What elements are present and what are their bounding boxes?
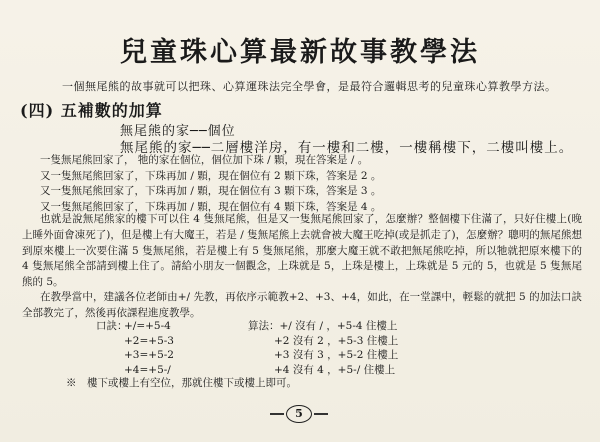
formula-table [96, 319, 398, 377]
section-heading: (四) 五補數的加算 [20, 101, 163, 120]
note-text: ※ 樓下或樓上有空位，那就住樓下或樓上即可。 [66, 377, 297, 389]
formula-calc: +2 沒有 2 ，+5-3 住樓上 [274, 334, 399, 347]
lead-line-2: 無尾熊的家──二層樓洋房，有一樓和二樓，一樓稱樓下，二樓叫樓上。 [120, 140, 574, 156]
formula-rule: +4=+5-/ [124, 363, 171, 376]
story-line: 又一隻無尾熊回家了，下珠再加 / 顆，現在個位有 3 顆下珠，答案是 3 。 [40, 185, 382, 197]
formula-rule: +3=+5-2 [124, 349, 174, 361]
formula-row [96, 334, 398, 349]
formula-rule: +2=+5-3 [124, 334, 174, 347]
story-line: 又一隻無尾熊回家了，下珠再加 / 顆，現在個位有 2 顆下珠，答案是 2 。 [40, 169, 382, 182]
formula-label: 口訣： [96, 320, 128, 332]
formula-rule: +/=+5-4 [124, 320, 171, 332]
formula-row [96, 348, 398, 363]
page-number-decoration [270, 413, 284, 415]
story-line: 一隻無尾熊回家了， 牠的家在個位，個位加下珠 / 顆，現在答案是 / 。 [40, 154, 369, 166]
story-lines [40, 153, 381, 215]
page-title: 兒童珠心算最新故事教學法 [120, 37, 480, 68]
intro-text: 一個無尾熊的故事就可以把珠、心算運珠法完全學會，是最符合邏輯思考的兒童珠心算教學方法。 [62, 80, 557, 93]
lead-line-1: 無尾熊的家──個位 [120, 124, 236, 139]
formula-calc: 算法：+/ 沒有 / ，+5-4 住樓上 [248, 320, 398, 332]
story-line: 又一隻無尾熊回家了，下珠再加 / 顆，現在個位有 4 顆下珠，答案是 4 。 [40, 200, 382, 213]
formula-row [96, 319, 398, 334]
explanation-paragraph: 也就是說無尾熊家的樓下可以住 4 隻無尾熊，但是又一隻無尾熊回家了，怎麼辦？整個樓下住滿了，只好住樓上(晚上睡外面會凍死了)，但是樓上有大魔王，若是 / 隻無尾熊上去就會被大魔王吃掉(或是抓走了)，怎麼辦？聰明的無尾熊想到原來樓上一次要住滿 5 隻無尾熊，若是樓上有 5 隻無尾熊，那麼大魔王就不敢把無尾熊吃掉，所以牠就把原來樓下的 4 隻無尾熊全部請到樓上住了。請給小朋友一個觀念，上珠就是 5，上珠是樓上，上珠就是 5 元的 5，也就是 5 隻無尾熊的 5。 [22, 213, 582, 289]
teaching-paragraph: 在教學當中，建議各位老師由+/ 先教，再依序示範教+2、+3、+4，如此，在一堂課中，輕鬆的就把 5 的加法口訣全部教完了，然後再依課程進度教學。 [22, 291, 582, 319]
formula-calc: +3 沒有 3 ，+5-2 住樓上 [274, 349, 399, 361]
formula-calc: +4 沒有 4 ，+5-/ 住樓上 [274, 363, 396, 376]
page-number: 5 [286, 405, 312, 423]
page-number-decoration [314, 413, 328, 415]
